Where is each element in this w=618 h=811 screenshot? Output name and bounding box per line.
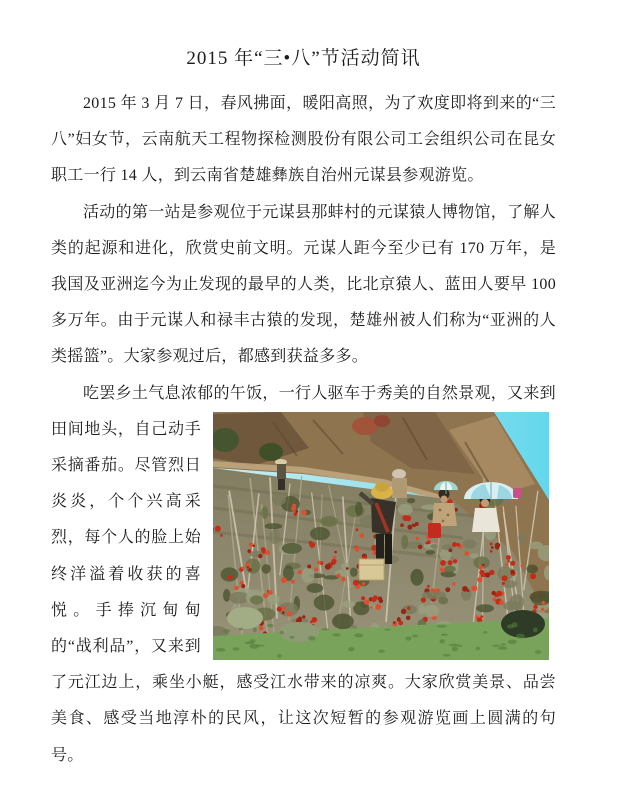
paragraph-1: 2015 年 3 月 7 日，春风拂面，暖阳高照，为了欢度即将到来的“三八”妇女节，云南航天工程物探检测股份有限公司工会组织公司在昆女职工一行 14 人，到云南省楚雄彝族自治州元谋县参观游览。 xyxy=(51,95,556,185)
photo-green-trees-2 xyxy=(259,443,283,461)
photo-red-bush-2 xyxy=(374,415,390,427)
field-photo xyxy=(213,412,549,660)
photo-dark-bush-right xyxy=(501,610,545,638)
photo-red-bag xyxy=(428,523,441,538)
photo-person-cap xyxy=(392,469,407,498)
photo-cardboard-box xyxy=(359,559,384,580)
photo-pale-leaves-left xyxy=(227,607,263,629)
photo-red-bush xyxy=(352,417,378,435)
paragraph-3 xyxy=(51,376,556,774)
tomato-field-photo-illustration xyxy=(213,412,549,660)
paragraph-3-rest: 来到田间地头，自己动手采摘番茄。尽管烈日炎炎，个个兴高采烈，每个人的脸上始终洋溢着收获的喜悦。手捧沉甸甸的“战利品”，又来到了元江边上，乘坐小艇，感受江水带来的凉爽。大家欣赏美景、品尝美食、感受当地淳朴的民风，让这次短暂的参观游览画上圆满的句号。 xyxy=(51,384,556,764)
document-title: 2015 年“三•八”节活动简讯 xyxy=(186,48,421,69)
paragraph-3-intro: 吃罢乡土气息浓郁的午饭，一行人驱车于秀美的自然景观，又 xyxy=(83,384,524,402)
paragraph-2: 活动的第一站是参观位于元谋县那蚌村的元谋猿人博物馆，了解人类的起源和进化，欣赏史前文明。元谋人距今至少已有 170 万年，是我国及亚洲迄今为止发现的最早的人类，比北京猿人、蓝田人要早 100 多万年。由于元谋人和禄丰古猿的发现，楚雄州被人们称为“亚洲的人类摇篮”。大家参观过后，都感到获益多多。 xyxy=(51,203,556,366)
